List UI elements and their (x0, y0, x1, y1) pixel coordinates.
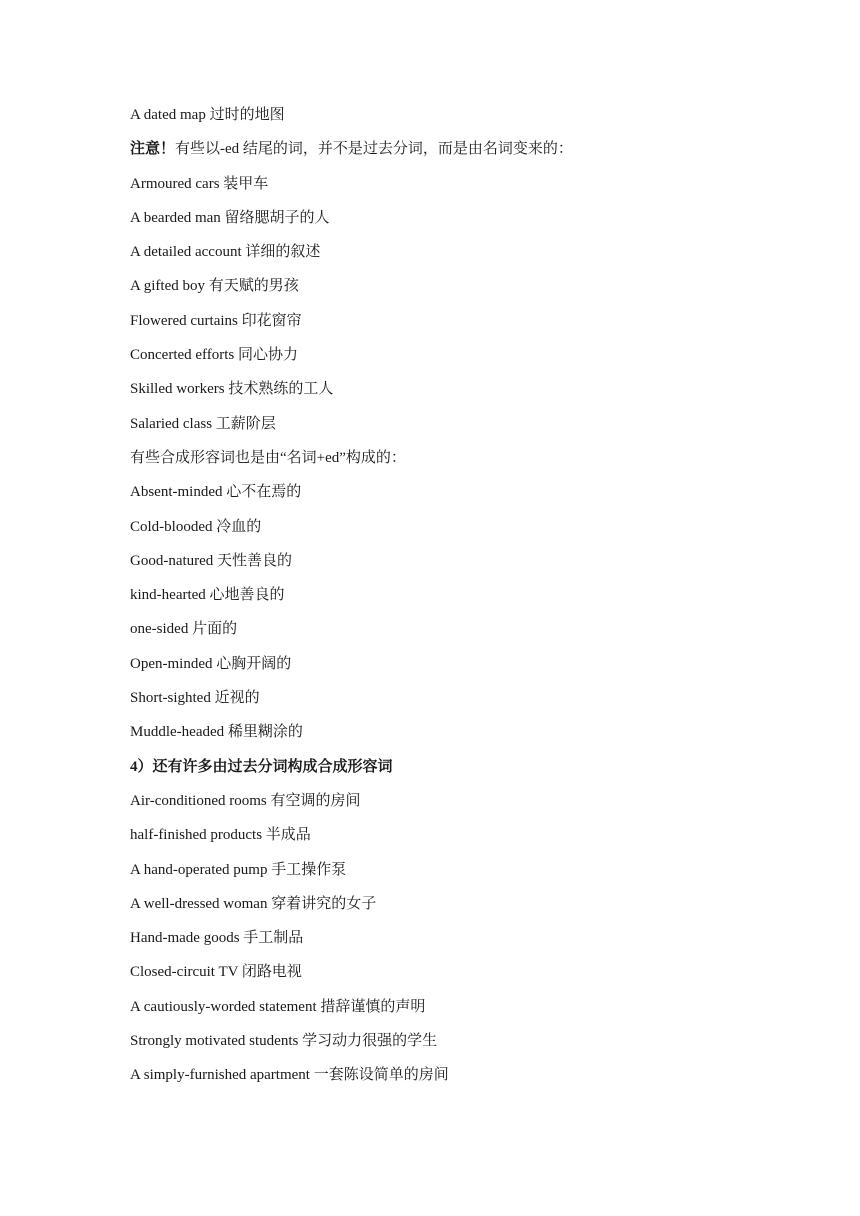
text-line: Skilled workers 技术熟练的工人 (130, 381, 334, 398)
text-line: Salaried class 工薪阶层 (130, 415, 276, 432)
text-line: A gifted boy 有天赋的男孩 (130, 278, 299, 295)
text-line: A simply-furnished apartment 一套陈设简单的房间 (130, 1067, 449, 1084)
note-text: 有些以-ed 结尾的词，并不是过去分词，而是由名词变来的： (175, 141, 573, 158)
text-line: A well-dressed woman 穿着讲究的女子 (130, 895, 377, 912)
text-line: 有些合成形容词也是由“名词+ed”构成的： (130, 449, 406, 466)
text-line: Strongly motivated students 学习动力很强的学生 (130, 1033, 438, 1050)
text-line: Hand-made goods 手工制品 (130, 930, 304, 947)
text-line: Concerted efforts 同心协力 (130, 347, 299, 364)
note-line (130, 138, 830, 172)
text-line: A bearded man 留络腮胡子的人 (130, 209, 330, 226)
text-line: Good-natured 天性善良的 (130, 552, 293, 569)
text-line: Short-sighted 近视的 (130, 690, 260, 707)
text-line: A cautiously-worded statement 措辞谨慎的声明 (130, 998, 426, 1015)
text-line: Muddle-headed 稀里糊涂的 (130, 724, 303, 741)
text-line: Air-conditioned rooms 有空调的房间 (130, 792, 361, 809)
text-line: Cold-blooded 冷血的 (130, 518, 262, 535)
text-line: A dated map 过时的地图 (130, 107, 285, 123)
text-line: A hand-operated pump 手工操作泵 (130, 861, 347, 878)
text-line: Armoured cars 装甲车 (130, 175, 269, 192)
text-line: kind-hearted 心地善良的 (130, 587, 285, 604)
text-line: half-finished products 半成品 (130, 827, 311, 844)
text-line: Open-minded 心胸开阔的 (130, 655, 292, 672)
text-line: Absent-minded 心不在焉的 (130, 484, 302, 501)
section-heading: 4）还有许多由过去分词构成合成形容词 (130, 758, 393, 775)
text-line: Closed-circuit TV 闭路电视 (130, 964, 302, 981)
document-page (130, 104, 830, 1099)
text-line: Flowered curtains 印花窗帘 (130, 312, 302, 329)
text-line: A detailed account 详细的叙述 (130, 244, 321, 261)
text-line: one-sided 片面的 (130, 621, 238, 638)
note-label: 注意！ (130, 141, 176, 158)
